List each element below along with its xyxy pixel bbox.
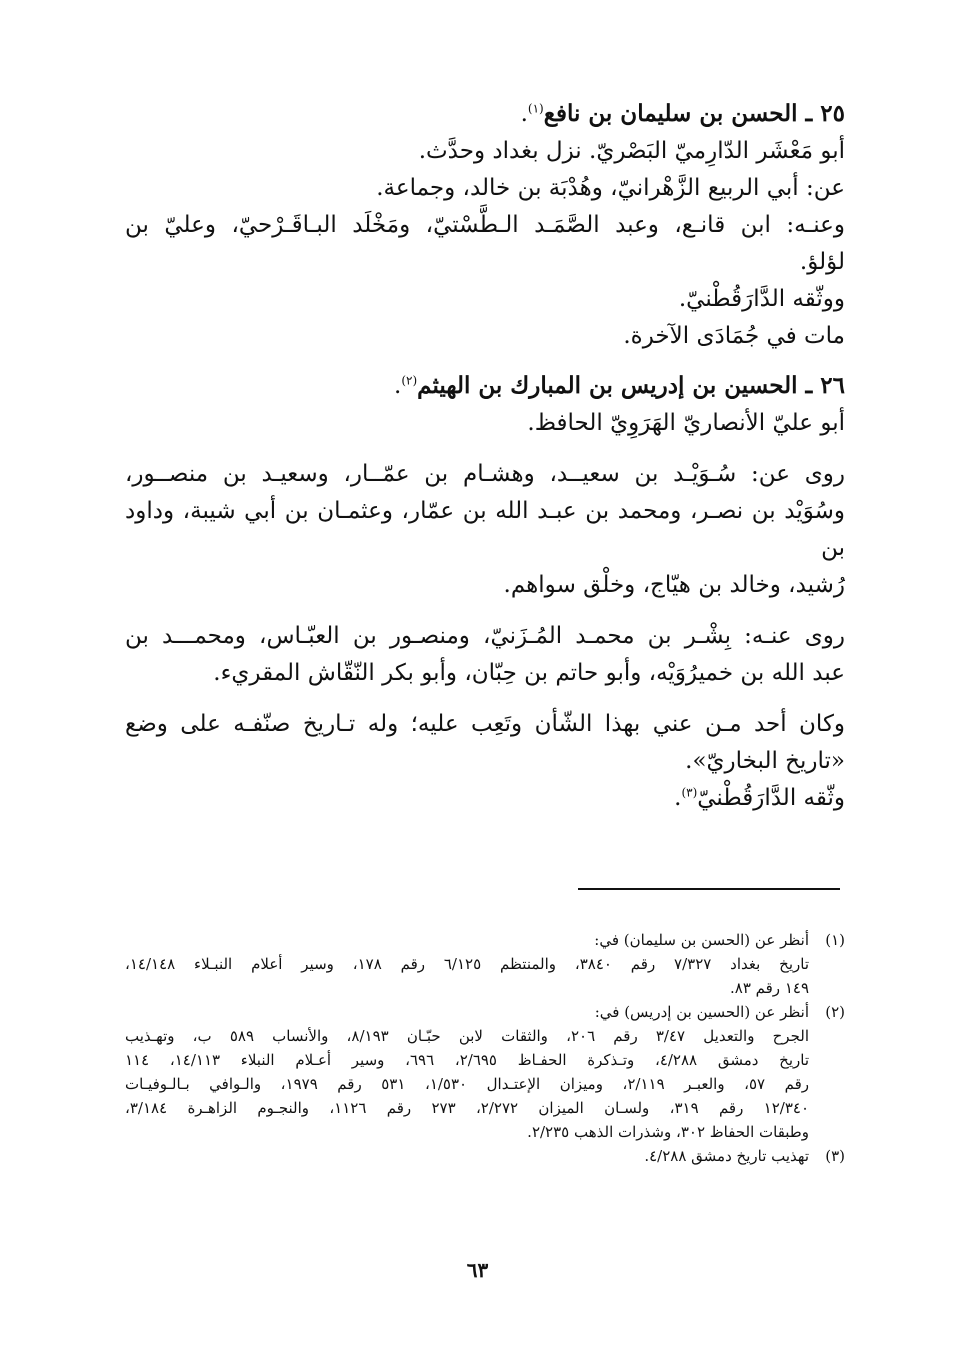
text-line: وكان أحد مـن عني بهذا الشّأن وتَعِب عليه؛ وله تـاريخ صنّفـه على وضع	[125, 711, 845, 737]
footnote-head	[125, 928, 845, 952]
paragraph-narrated-by	[125, 618, 845, 692]
footnote-marker: (١)	[527, 101, 544, 116]
footnote-marker: (٣)	[681, 785, 698, 800]
entry-25-title	[125, 95, 845, 133]
footnote-divider	[578, 888, 840, 890]
footnote-head-text: أنظر عن (الحسن بن سليمان) في:	[594, 931, 809, 949]
footnote-line: تاريخ دمشق ٤/٢٨٨، وتـذكرة الحفـاظ ٢/٦٩٥، ٦٩٦، وسير أعـلام النبلاء ١٤/١١٣، ١١٤	[125, 1051, 809, 1069]
text-line: لؤلؤ.	[799, 249, 845, 275]
text-line: وسُوَيْد بن نصـر، ومحمد بن عبـد الله بن عمّار، وعثمـان بن أبي شيبة، وداود بن	[125, 498, 845, 561]
page-number: ٦٣	[466, 1258, 489, 1282]
text-line: روى عن: سُـوَيْـد بن سعيــد، وهشـام بن عمّــار، وسعيـد بن منصــور،	[125, 461, 845, 487]
footnote-2	[125, 1000, 845, 1144]
text-line: رُشيد، وخالد بن هيّاج، وخلْق سواهم.	[503, 572, 845, 598]
title-period: .	[394, 373, 402, 399]
final-text: وثّقه الدَّارَقُطْنيّ	[697, 785, 845, 811]
footnote-head-text: أنظر عن (الحسين بن إدريس) في:	[594, 1003, 809, 1021]
entry-title: ٢٦ ـ الحسين بن إدريس بن المبارك بن الهيثم	[417, 372, 845, 399]
text-line: أبو مَعْشَر الدّارِميّ البَصْريّ. نزل بغداد وحدَّث.	[418, 138, 845, 164]
text-line: عبد الله بن خميرُوَيْه، وأبو حاتم بن حِبّان، وأبو بكر النّقّاش المقريء.	[213, 660, 845, 686]
footnote-head-text: تهذيب تاريخ دمشق ٤/٢٨٨.	[644, 1147, 809, 1165]
footnotes	[125, 928, 845, 1168]
text-line: أبو عليّ الأنصاريّ الهَرَوِيّ الحافظ.	[527, 410, 845, 436]
text-line-final	[125, 780, 845, 817]
footnote-body	[125, 952, 845, 1000]
footnote-3	[125, 1144, 845, 1168]
text-line: روى عنـه: بِشْـر بن محمـد المُـزَنيّ، ومنصـور بن العبّـاس، ومحمـــد بن	[125, 623, 845, 649]
footnote-head	[125, 1000, 845, 1024]
footnote-line: وطبقات الحفاظ ٣٠٢، وشذرات الذهب ٢/٢٣٥.	[527, 1123, 809, 1141]
footnote-line: رقم ٥٧، والعبـر ٢/١١٩، وميزان الإعتـدال ١/٥٣٠، ٥٣١ رقم ١٩٧٩، والـوافي بـالـوفيـات	[125, 1075, 810, 1093]
paragraph-narrated-from	[125, 456, 845, 604]
footnote-head	[125, 1144, 845, 1168]
footnote-body	[125, 1024, 845, 1144]
footnote-marker: (٢)	[401, 373, 418, 388]
footnote-line: ١٤٩ رقم ٨٣.	[729, 979, 809, 997]
text-line: مات في جُمَادَى الآخرة.	[623, 323, 845, 349]
footnote-line: تاريخ بغداد ٧/٣٢٧ رقم ٣٨٤٠، والمنتظم ٦/١٢٥ رقم ١٧٨، وسير أعلام النبـلاء ١٤/١٤٨،	[125, 955, 810, 973]
footnote-number: (٢)	[825, 1003, 845, 1021]
footnote-line: ١٢/٣٤٠ رقم ٣١٩، ولسـان الميزان ٢/٢٧٢، ٢٧٣ رقم ١١٢٦، والنجـوم الزاهـرة ٣/١٨٤،	[125, 1099, 810, 1117]
footnote-1	[125, 928, 845, 1000]
entry-26-title	[125, 367, 845, 405]
text-line: عن: أبي الربيع الزَّهْرانيّ، وهُدْبَة بن خالد، وجماعة.	[376, 175, 845, 201]
footnote-number: (١)	[825, 931, 845, 949]
text-line: «تاريخ البخاريّ».	[685, 748, 845, 774]
paragraph-biography	[125, 706, 845, 817]
text-line: وعنـه: ابن قانـع، وعبد الصَّمَـد الـطَّسْتيّ، ومَخْلَد البـاقَـرْحيّ، وعليّ بن	[125, 212, 845, 238]
text-line: ووثّقه الدَّارَقُطْنيّ.	[678, 286, 845, 312]
footnote-line: الجرح والتعديل ٣/٤٧ رقم ٢٠٦، والثقات لابن حبّـان ٨/١٩٣، والأنساب ٥٨٩ ب، وتهـذيب	[125, 1027, 809, 1045]
main-text	[125, 95, 845, 817]
footnote-number: (٣)	[825, 1147, 845, 1165]
entry-title: ٢٥ ـ الحسن بن سليمان بن نافع	[543, 100, 845, 127]
final-period: .	[674, 785, 682, 811]
title-period: .	[520, 101, 528, 127]
